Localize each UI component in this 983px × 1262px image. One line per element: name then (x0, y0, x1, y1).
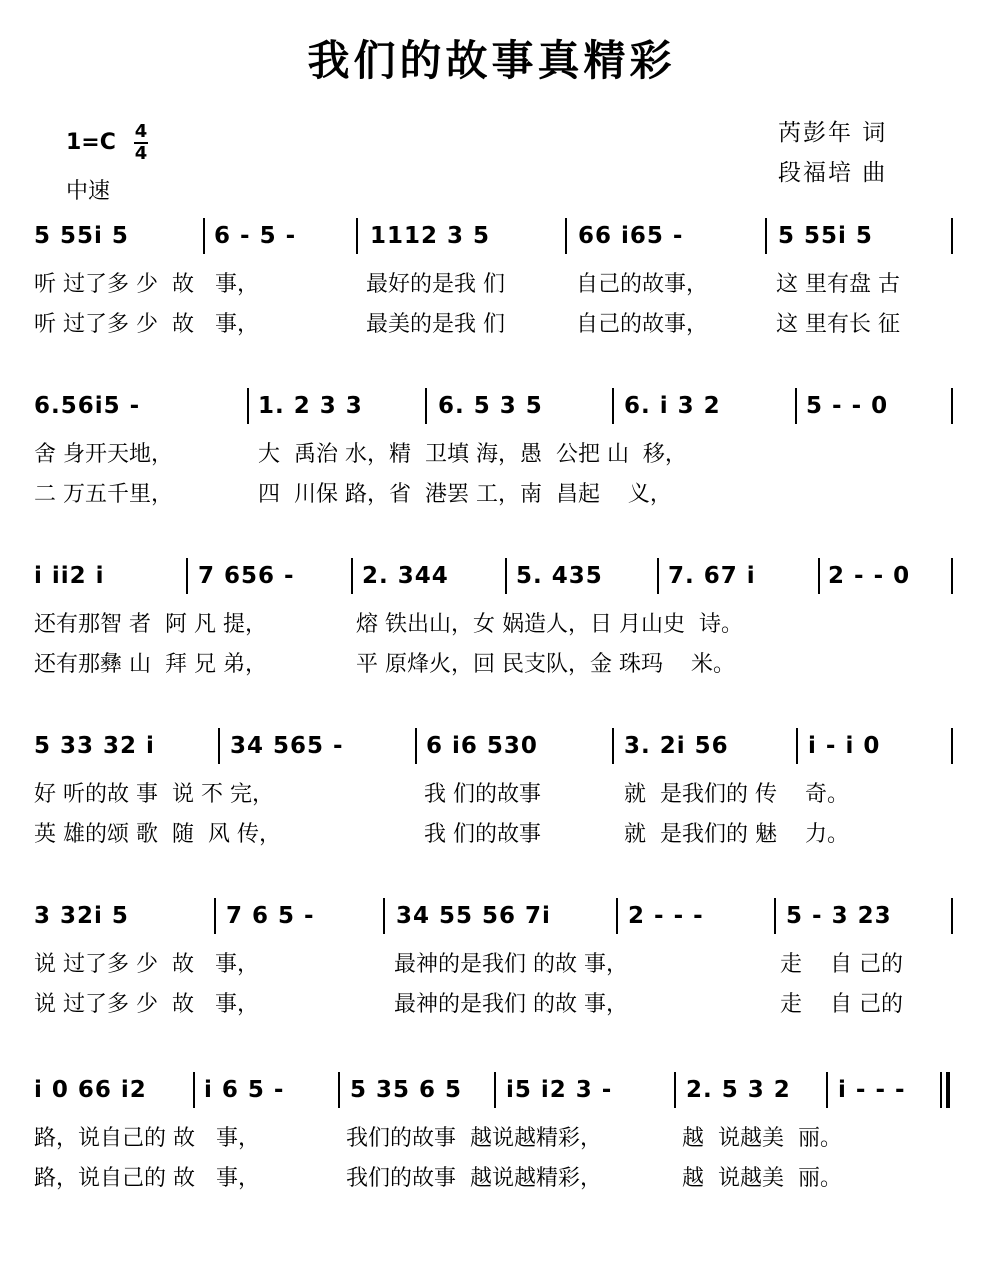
score-system-3 (0, 556, 983, 731)
score-system-6 (0, 1070, 983, 1245)
notation-line (0, 896, 983, 940)
measure: 5. 435 (516, 563, 603, 589)
measure: 2. 5 3 2 (686, 1077, 791, 1103)
lyric-verse-1: 好 听的故 事 说 不 完， (34, 782, 274, 807)
score-system-1 (0, 216, 983, 391)
lyric-verse-2: 就 是我们的 魅 力。 (624, 822, 849, 847)
measure: 34 565 - (230, 733, 344, 759)
lyric-verse-2: 我们的故事 越说越精彩， (346, 1166, 602, 1191)
measure: i - i 0 (808, 733, 881, 759)
barline (565, 218, 567, 254)
barline (657, 558, 659, 594)
measure: 2 - - 0 (828, 563, 911, 589)
measure: i - - - (838, 1077, 906, 1103)
measure: 7 6 5 - (226, 903, 315, 929)
barline (612, 728, 614, 764)
notation-line (0, 726, 983, 770)
barline (494, 1072, 496, 1108)
time-signature-bottom: 4 (134, 143, 148, 164)
measure: i ii2 i (34, 563, 105, 589)
lyric-verse-1: 走 自 己的 (780, 952, 903, 977)
song-title: 我们的故事真精彩 (307, 36, 676, 85)
lyric-verse-2: 最美的是我 们 (366, 312, 505, 337)
barline (951, 388, 953, 424)
lyric-verse-2: 说 过了多 少 故 事， (34, 992, 259, 1017)
barline (186, 558, 188, 594)
lyric-verse-1: 自己的故事， (576, 272, 709, 297)
barline (774, 898, 776, 934)
key-signature: 1=C (66, 130, 116, 155)
composer-credit: 段福培 曲 (778, 160, 888, 186)
notation-line (0, 556, 983, 600)
measure: 6. 5 3 5 (438, 393, 543, 419)
lyric-verse-1: 大 禹治 水，精 卫填 海，愚 公把 山 移， (258, 442, 687, 467)
barline (425, 388, 427, 424)
lyric-verse-2: 自己的故事， (576, 312, 709, 337)
measure: 66 i65 - (578, 223, 684, 249)
measure: 7. 67 i (668, 563, 756, 589)
measure: 6.56i5 - (34, 393, 141, 419)
time-signature (134, 122, 148, 164)
barline (218, 728, 220, 764)
tempo-marking: 中速 (66, 179, 111, 204)
barline (765, 218, 767, 254)
lyric-verse-2: 走 自 己的 (780, 992, 903, 1017)
lyric-verse-1: 就 是我们的 传 奇。 (624, 782, 849, 807)
measure: 5 - 3 23 (786, 903, 892, 929)
measure: 7 656 - (198, 563, 295, 589)
measure: i 6 5 - (204, 1077, 285, 1103)
barline (951, 728, 953, 764)
measure: 5 35 6 5 (350, 1077, 463, 1103)
lyric-verse-1: 听 过了多 少 故 事， (34, 272, 259, 297)
lyric-verse-2: 还有那彝 山 拜 兄 弟， (34, 652, 267, 677)
lyric-verse-2: 路，说自己的 故 事， (34, 1166, 260, 1191)
measure: 3. 2i 56 (624, 733, 729, 759)
notation-line (0, 1070, 983, 1114)
measure: 5 33 32 i (34, 733, 155, 759)
lyric-verse-2: 英 雄的颂 歌 随 风 传， (34, 822, 281, 847)
measure: 2. 344 (362, 563, 449, 589)
barline (818, 558, 820, 594)
lyric-verse-1: 路，说自己的 故 事， (34, 1126, 260, 1151)
lyric-verse-1: 熔 铁出山，女 娲造人，日 月山史 诗。 (356, 612, 743, 637)
measure: 1. 2 3 3 (258, 393, 363, 419)
barline (203, 218, 205, 254)
barline (826, 1072, 828, 1108)
measure: i 0 66 i2 (34, 1077, 147, 1103)
barline (795, 388, 797, 424)
lyric-verse-2: 最神的是我们 的故 事， (394, 992, 628, 1017)
score-system-4 (0, 726, 983, 901)
barline (616, 898, 618, 934)
time-signature-top: 4 (134, 121, 148, 142)
barline (351, 558, 353, 594)
lyric-verse-2: 听 过了多 少 故 事， (34, 312, 259, 337)
final-barline (946, 1072, 950, 1108)
measure: 5 55i 5 (778, 223, 873, 249)
notation-line (0, 386, 983, 430)
lyric-verse-1: 舍 身开天地， (34, 442, 173, 467)
lyric-verse-2: 平 原烽火，回 民支队，金 珠玛 米。 (356, 652, 735, 677)
score-system-2 (0, 386, 983, 561)
barline (951, 218, 953, 254)
barline (415, 728, 417, 764)
barline (951, 898, 953, 934)
measure: 6. i 3 2 (624, 393, 721, 419)
measure: 2 - - - (628, 903, 704, 929)
measure: 6 i6 530 (426, 733, 538, 759)
lyric-verse-1: 我 们的故事 (424, 782, 541, 807)
barline (505, 558, 507, 594)
barline (338, 1072, 340, 1108)
measure: 3 32i 5 (34, 903, 129, 929)
lyric-verse-1: 越 说越美 丽。 (682, 1126, 842, 1151)
measure: 1112 3 5 (370, 223, 491, 249)
lyric-verse-2: 这 里有长 征 (776, 312, 900, 337)
barline (193, 1072, 195, 1108)
barline (951, 558, 953, 594)
lyric-verse-2: 我 们的故事 (424, 822, 541, 847)
measure: 5 55i 5 (34, 223, 129, 249)
lyricist-credit: 芮彭年 词 (778, 120, 888, 146)
lyric-verse-2: 四 川保 路，省 港罢 工，南 昌起 义， (258, 482, 672, 507)
lyric-verse-2: 二 万五千里， (34, 482, 173, 507)
barline (383, 898, 385, 934)
measure: 34 55 56 7i (396, 903, 551, 929)
measure: 6 - 5 - (214, 223, 297, 249)
lyric-verse-2: 越 说越美 丽。 (682, 1166, 842, 1191)
notation-line (0, 216, 983, 260)
barline (247, 388, 249, 424)
lyric-verse-1: 这 里有盘 古 (776, 272, 900, 297)
lyric-verse-1: 说 过了多 少 故 事， (34, 952, 259, 977)
barline (356, 218, 358, 254)
barline (674, 1072, 676, 1108)
barline (796, 728, 798, 764)
score-system-5 (0, 896, 983, 1071)
barline (612, 388, 614, 424)
lyric-verse-1: 最神的是我们 的故 事， (394, 952, 628, 977)
barline (214, 898, 216, 934)
barline (940, 1072, 942, 1108)
lyric-verse-1: 我们的故事 越说越精彩， (346, 1126, 602, 1151)
measure: i5 i2 3 - (506, 1077, 613, 1103)
measure: 5 - - 0 (806, 393, 889, 419)
lyric-verse-1: 最好的是我 们 (366, 272, 505, 297)
lyric-verse-1: 还有那智 者 阿 凡 提， (34, 612, 267, 637)
